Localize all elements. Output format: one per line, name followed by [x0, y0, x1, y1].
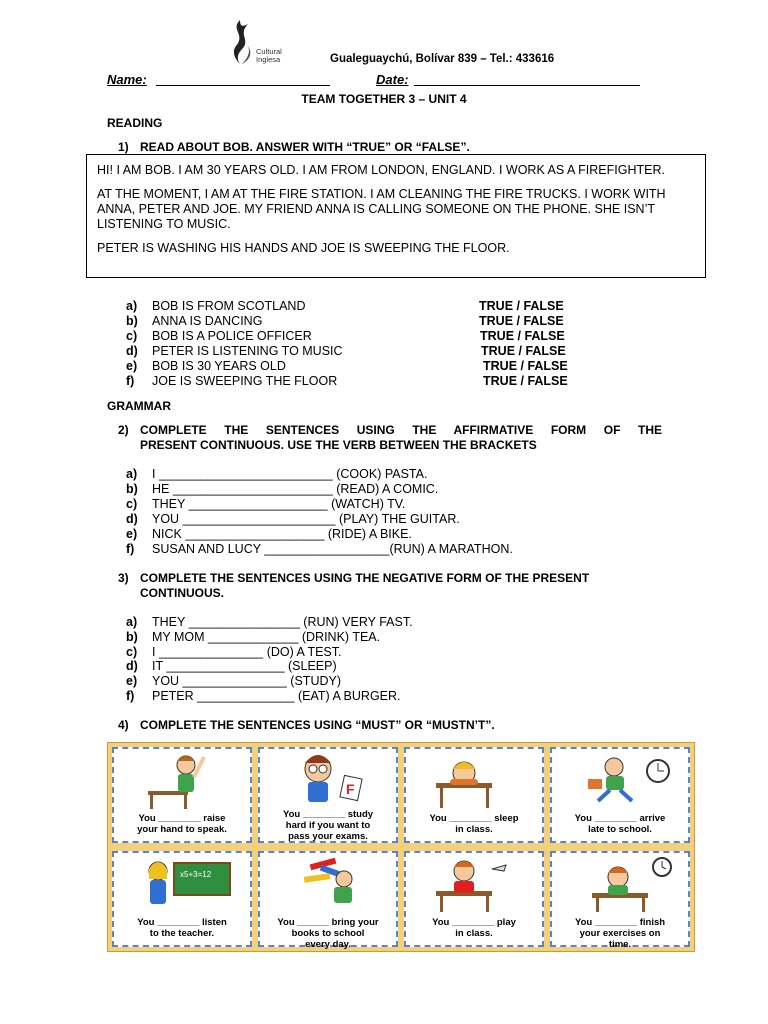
item-label: a): [126, 467, 138, 481]
true-false-choice[interactable]: TRUE / FALSE: [479, 299, 564, 313]
teacher-at-blackboard-icon: [114, 855, 250, 915]
card-study-hard: [258, 747, 398, 843]
item-text: SUSAN AND LUCY __________________(RUN) A MARATHON.: [152, 542, 513, 556]
question-3-line-2: CONTINUOUS.: [140, 586, 224, 600]
flame-icon: [226, 18, 256, 68]
logo-text-line-1: Cultural: [256, 47, 282, 56]
card-text: You ________ study hard if you want to pass your exams.: [282, 809, 374, 842]
student-with-failed-test-icon: [260, 751, 396, 811]
item-text: PETER ______________ (EAT) A BURGER.: [152, 689, 401, 703]
card-listen-teacher: [112, 851, 252, 947]
card-arrive-late: [550, 747, 690, 843]
item-label: a): [126, 615, 138, 629]
item-text: YOU ______________________ (PLAY) THE GUITAR.: [152, 512, 460, 526]
item-label: d): [126, 512, 138, 526]
card-text: You ________ sleep in class.: [429, 813, 519, 835]
item-text: MY MOM _____________ (DRINK) TEA.: [152, 630, 381, 644]
student-writing-with-clock-icon: [552, 855, 688, 915]
item-text: YOU _______________ (STUDY): [152, 674, 342, 688]
reading-text-box: [86, 154, 706, 278]
card-text: You ________ raise your hand to speak.: [137, 813, 227, 835]
date-label: Date:: [376, 72, 409, 87]
true-false-choice[interactable]: TRUE / FALSE: [483, 374, 568, 388]
card-sleep-in-class: [404, 747, 544, 843]
question-2-line-1: COMPLETE THE SENTENCES USING THE AFFIRMATIVE FORM OF THE: [140, 423, 662, 437]
item-text: JOE IS SWEEPING THE FLOOR: [152, 374, 338, 388]
cultural-inglesa-logo: [226, 18, 296, 68]
name-field[interactable]: [156, 85, 330, 86]
item-label: a): [126, 299, 138, 313]
item-label: d): [126, 659, 138, 673]
item-label: e): [126, 359, 138, 373]
item-label: c): [126, 645, 138, 659]
true-false-choice[interactable]: TRUE / FALSE: [481, 344, 566, 358]
card-raise-hand: [112, 747, 252, 843]
card-bring-books: [258, 851, 398, 950]
card-text: You ________ play in class.: [432, 917, 516, 939]
item-text: HE _______________________ (READ) A COMIC.: [152, 482, 439, 496]
item-text: BOB IS FROM SCOTLAND: [152, 299, 306, 313]
item-label: c): [126, 497, 138, 511]
item-label: e): [126, 527, 138, 541]
question-3-number: 3): [118, 571, 129, 585]
question-1-text: READ ABOUT BOB. ANSWER WITH “TRUE” OR “FALSE”.: [140, 140, 470, 154]
student-with-falling-books-icon: [260, 855, 396, 915]
item-text: BOB IS A POLICE OFFICER: [152, 329, 312, 343]
reading-paragraph-2: AT THE MOMENT, I AM AT THE FIRE STATION. I AM CLEANING THE FIRE TRUCKS. I WORK WITH ANNA, PETER AND JOE. MY FRIEND ANNA IS CALLING SOMEONE ON THE PHONE. SHE ISN’T LISTENING TO MUSIC.: [97, 187, 666, 231]
page-title: TEAM TOGETHER 3 – UNIT 4: [301, 92, 467, 106]
item-label: f): [126, 374, 135, 388]
svg-text:x5+3=12: x5+3=12: [180, 870, 212, 879]
question-4-text: COMPLETE THE SENTENCES USING “MUST” OR “MUSTN’T”.: [140, 718, 495, 732]
reading-paragraph-3: PETER IS WASHING HIS HANDS AND JOE IS SWEEPING THE FLOOR.: [97, 241, 510, 255]
true-false-choice[interactable]: TRUE / FALSE: [479, 314, 564, 328]
name-label: Name:: [107, 72, 147, 87]
question-2-number: 2): [118, 423, 129, 437]
card-text: You ________ arrive late to school.: [574, 813, 666, 835]
svg-text:F: F: [346, 781, 355, 797]
question-3-line-1: COMPLETE THE SENTENCES USING THE NEGATIVE FORM OF THE PRESENT: [140, 571, 590, 585]
student-sleeping-at-desk-icon: [406, 751, 542, 811]
item-text: THEY ________________ (RUN) VERY FAST.: [152, 615, 413, 629]
item-label: e): [126, 674, 138, 688]
item-text: IT _________________ (SLEEP): [152, 659, 337, 673]
grammar-heading: GRAMMAR: [107, 399, 171, 413]
item-text: PETER IS LISTENING TO MUSIC: [152, 344, 343, 358]
item-label: c): [126, 329, 138, 343]
item-label: b): [126, 314, 138, 328]
school-address: Gualeguaychú, Bolívar 839 – Tel.: 433616: [330, 53, 555, 65]
item-label: b): [126, 482, 138, 496]
item-text: BOB IS 30 YEARS OLD: [152, 359, 286, 373]
question-4-number: 4): [118, 718, 129, 732]
item-text: NICK ____________________ (RIDE) A BIKE.: [152, 527, 412, 541]
item-text: I _________________________ (COOK) PASTA.: [152, 467, 428, 481]
question-2-line-2: PRESENT CONTINUOUS. USE THE VERB BETWEEN THE BRACKETS: [140, 438, 537, 452]
card-text: You ________ listen to the teacher.: [137, 917, 227, 939]
item-text: ANNA IS DANCING: [152, 314, 263, 328]
item-label: b): [126, 630, 138, 644]
card-text: You ________ finish your exercises on time.: [574, 917, 666, 950]
item-text: I _______________ (DO) A TEST.: [152, 645, 342, 659]
date-field[interactable]: [414, 85, 640, 86]
reading-heading: READING: [107, 116, 163, 130]
student-raising-hand-icon: [114, 751, 250, 811]
item-text: THEY ____________________ (WATCH) TV.: [152, 497, 406, 511]
student-running-late-icon: [552, 751, 688, 811]
reading-paragraph-1: HI! I AM BOB. I AM 30 YEARS OLD. I AM FROM LONDON, ENGLAND. I WORK AS A FIREFIGHTER.: [97, 163, 665, 177]
item-label: f): [126, 689, 135, 703]
card-finish-exercises: [550, 851, 690, 950]
card-text: You ______ bring your books to school every day.: [277, 917, 379, 950]
student-playing-at-desk-icon: [406, 855, 542, 915]
item-label: d): [126, 344, 138, 358]
must-mustnt-cards: [107, 742, 695, 952]
logo-text-line-2: Inglesa: [256, 55, 281, 64]
item-label: f): [126, 542, 135, 556]
card-play-in-class: [404, 851, 544, 947]
question-1-number: 1): [118, 140, 129, 154]
true-false-choice[interactable]: TRUE / FALSE: [483, 359, 568, 373]
true-false-choice[interactable]: TRUE / FALSE: [480, 329, 565, 343]
